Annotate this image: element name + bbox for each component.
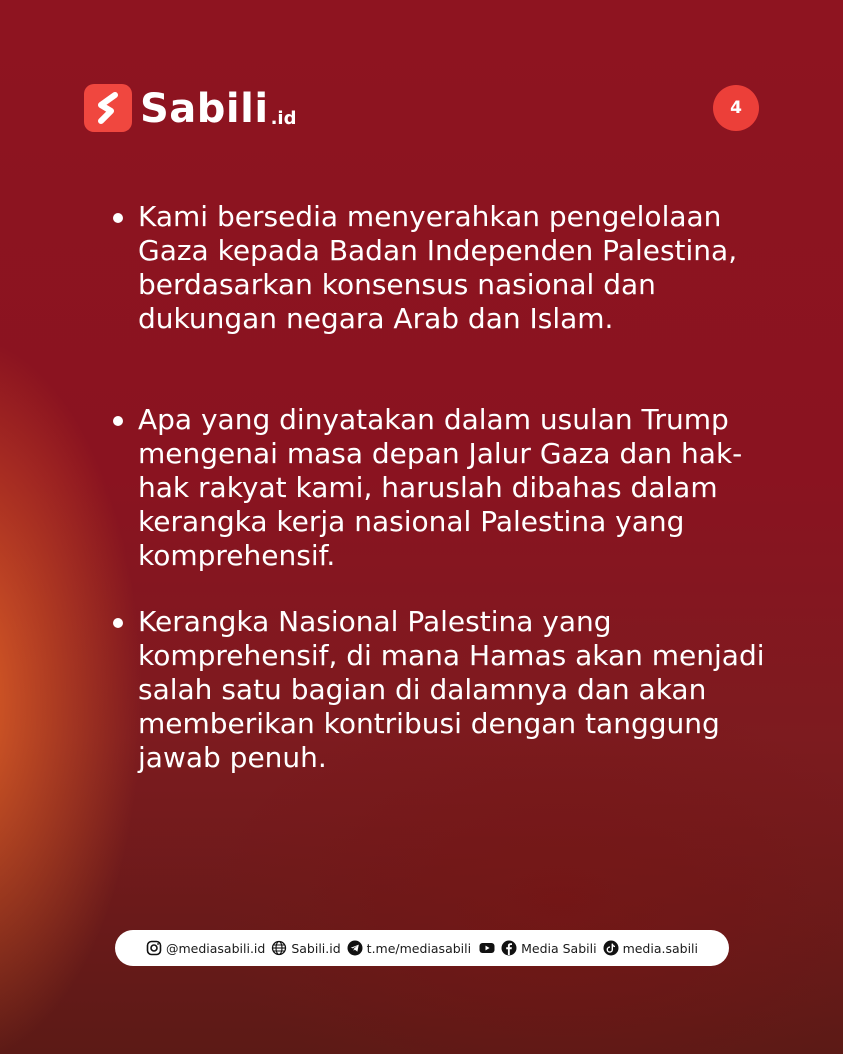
telegram-link[interactable] [347,940,471,956]
website-url: Sabili.id [291,940,341,956]
tiktok-icon [603,940,619,956]
globe-icon [271,940,287,956]
list-item-text: Kami bersedia menyerahkan pengelolaan Gaza kepada Badan Independen Palestina, berdasarkan konsensus nasional dan dukungan negara Arab dan Islam. [138,200,738,335]
facebook-icon [501,940,517,956]
brand-name: Sabili [140,86,269,132]
youtube-facebook-link[interactable] [477,940,596,956]
page-number-badge: 4 [713,85,759,131]
media-sabili-label: Media Sabili [521,940,597,956]
tiktok-link[interactable] [603,940,698,956]
website-link[interactable] [271,940,340,956]
bullet-icon [113,213,123,223]
tiktok-handle: media.sabili [622,940,698,956]
instagram-handle: @mediasabili.id [165,940,266,956]
list-item-text: Apa yang dinyatakan dalam usulan Trump mengenai masa depan Jalur Gaza dan hak-hak rakyat kami, haruslah dibahas dalam kerangka kerja nasional Palestina yang komprehensif. [138,403,743,572]
bullet-icon [113,618,123,628]
telegram-url: t.me/mediasabili [366,940,472,956]
instagram-link[interactable] [146,940,265,956]
youtube-icon [477,940,497,956]
logo-mark-icon [84,84,132,132]
brand-logo [84,84,296,132]
telegram-icon [347,940,363,956]
social-media-bar [115,930,729,966]
list-item [108,403,778,573]
list-item [108,605,778,775]
bullet-icon [113,416,123,426]
list-item [108,200,778,336]
list-item-text: Kerangka Nasional Palestina yang komprehensif, di mana Hamas akan menjadi salah satu bagian di dalamnya dan akan memberikan kontribusi dengan tanggung jawab penuh. [138,605,765,774]
instagram-icon [146,940,162,956]
brand-suffix: .id [270,108,297,129]
